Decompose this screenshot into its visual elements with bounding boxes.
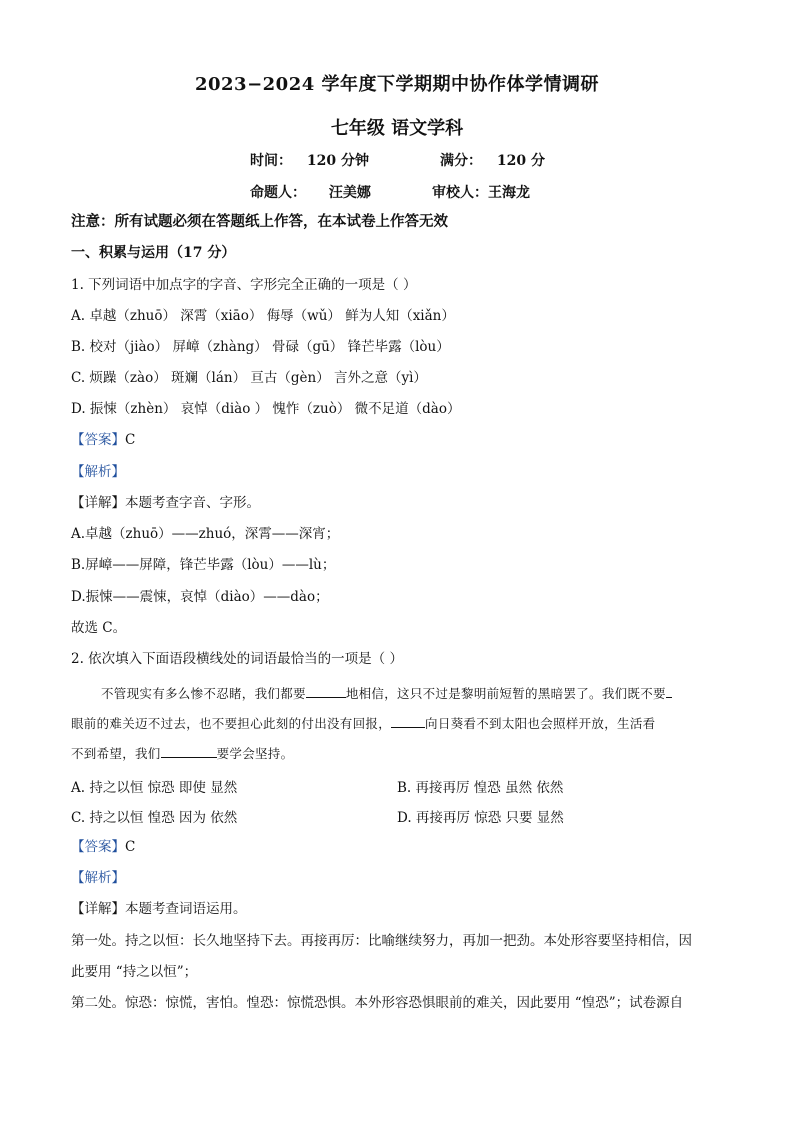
q1-explain-a: A.卓越（zhuō）——zhuó，深霄——深宵； xyxy=(71,526,340,542)
detail-tag: 【详解】 xyxy=(71,901,125,917)
score-value: 120 分 xyxy=(496,153,545,169)
q2-passage-line-2 xyxy=(71,714,723,732)
q2-explain-line-2: 此要用 “持之以恒”； xyxy=(71,964,198,980)
fill-blank-4 xyxy=(161,745,217,758)
q2-passage-line-3 xyxy=(71,744,723,762)
author-label: 命题人： xyxy=(250,185,306,201)
passage-text: 眼前的难关迈不过去，也不要担心此刻的付出没有回报， xyxy=(71,716,392,731)
page-title: 2023−2024 学年度下学期期中协作体学情调研 xyxy=(194,74,600,95)
q1-explain-d: D.振悚——震悚，哀悼（diào）——dào； xyxy=(71,589,329,605)
fill-blank-1 xyxy=(306,685,346,698)
answer-value: C xyxy=(125,432,136,448)
time-info xyxy=(250,150,369,170)
author-info xyxy=(250,182,371,202)
detail-tag: 【详解】 xyxy=(71,495,125,511)
q2-detail xyxy=(71,899,247,919)
time-label: 时间： xyxy=(250,153,292,169)
passage-text: 不到希望，我们 xyxy=(71,746,161,761)
analysis-tag: 【解析】 xyxy=(71,870,125,886)
q1-option-d: D. 振悚（zhèn） 哀悼（diào ） 愧怍（zuò） 微不足道（dào） xyxy=(71,401,461,417)
q1-option-a: A. 卓越（zhuō） 深霄（xiāo） 侮辱（wǔ） 鲜为人知（xiǎn） xyxy=(71,308,455,324)
answer-value: C xyxy=(125,839,136,855)
notice: 注意：所有试题必须在答题纸上作答，在本试卷上作答无效 xyxy=(71,213,448,230)
detail-text: 本题考查词语运用。 xyxy=(125,901,247,917)
detail-text: 本题考查字音、字形。 xyxy=(125,495,260,511)
answer-tag: 【答案】 xyxy=(71,839,125,855)
q2-option-a: A. 持之以恒 惊恐 即使 显然 xyxy=(71,780,238,796)
q2-explain-line-3: 第二处。惊恐：惊慌，害怕。惶恐：惊慌恐惧。本外形容恐惧眼前的难关，因此要用 “惶恐”；试卷源自 xyxy=(71,995,684,1011)
passage-text: 地相信，这只不过是黎明前短暂的黑暗罢了。我们既不要 xyxy=(345,686,666,701)
answer-tag: 【答案】 xyxy=(71,432,125,448)
q2-option-d: D. 再接再厉 惊恐 只要 显然 xyxy=(397,810,564,826)
section-heading: 一、积累与运用（17 分） xyxy=(71,245,236,261)
passage-text: 要学会坚持。 xyxy=(216,746,294,761)
q1-conclusion: 故选 C。 xyxy=(71,620,127,636)
q2-option-b: B. 再接再厉 惶恐 虽然 依然 xyxy=(397,780,564,796)
question-1-stem: 1. 下列词语中加点字的字音、字形完全正确的一项是（ ） xyxy=(71,277,417,293)
q2-option-c: C. 持之以恒 惶恐 因为 依然 xyxy=(71,810,238,826)
score-info xyxy=(440,150,545,170)
author-value: 汪美娜 xyxy=(328,185,371,201)
q2-passage-line-1 xyxy=(71,684,723,702)
q1-analysis xyxy=(71,462,125,482)
page-subtitle: 七年级 语文学科 xyxy=(330,118,464,139)
reviewer-label: 审校人： xyxy=(432,185,488,201)
reviewer-info xyxy=(432,182,530,202)
reviewer-value: 王海龙 xyxy=(488,185,530,201)
q1-option-b: B. 校对（jiào） 屏嶂（zhàng） 骨碌（gū） 锋芒毕露（lòu） xyxy=(71,339,450,355)
q1-answer xyxy=(71,430,135,450)
time-value: 120 分钟 xyxy=(306,153,369,169)
passage-text: 不管现实有多么惨不忍睹，我们都要 xyxy=(101,686,306,701)
analysis-tag: 【解析】 xyxy=(71,464,125,480)
score-label: 满分： xyxy=(440,153,482,169)
q2-answer xyxy=(71,837,135,857)
q2-explain-line-1: 第一处。持之以恒：长久地坚持下去。再接再厉：比喻继续努力，再加一把劲。本处形容要坚持相信，因 xyxy=(71,933,692,949)
fill-blank-3 xyxy=(391,715,425,728)
q1-option-c: C. 烦躁（zào） 斑斓（lán） 亘古（gèn） 言外之意（yì） xyxy=(71,370,427,386)
q1-explain-b: B.屏嶂——屏障，锋芒毕露（lòu）——lù； xyxy=(71,557,336,573)
question-2-stem: 2. 依次填入下面语段横线处的词语最恰当的一项是（ ） xyxy=(71,651,403,667)
q2-analysis xyxy=(71,868,125,888)
passage-text: 向日葵看不到太阳也会照样开放，生活看 xyxy=(425,716,656,731)
fill-blank-2 xyxy=(666,685,672,698)
q1-detail xyxy=(71,493,260,513)
